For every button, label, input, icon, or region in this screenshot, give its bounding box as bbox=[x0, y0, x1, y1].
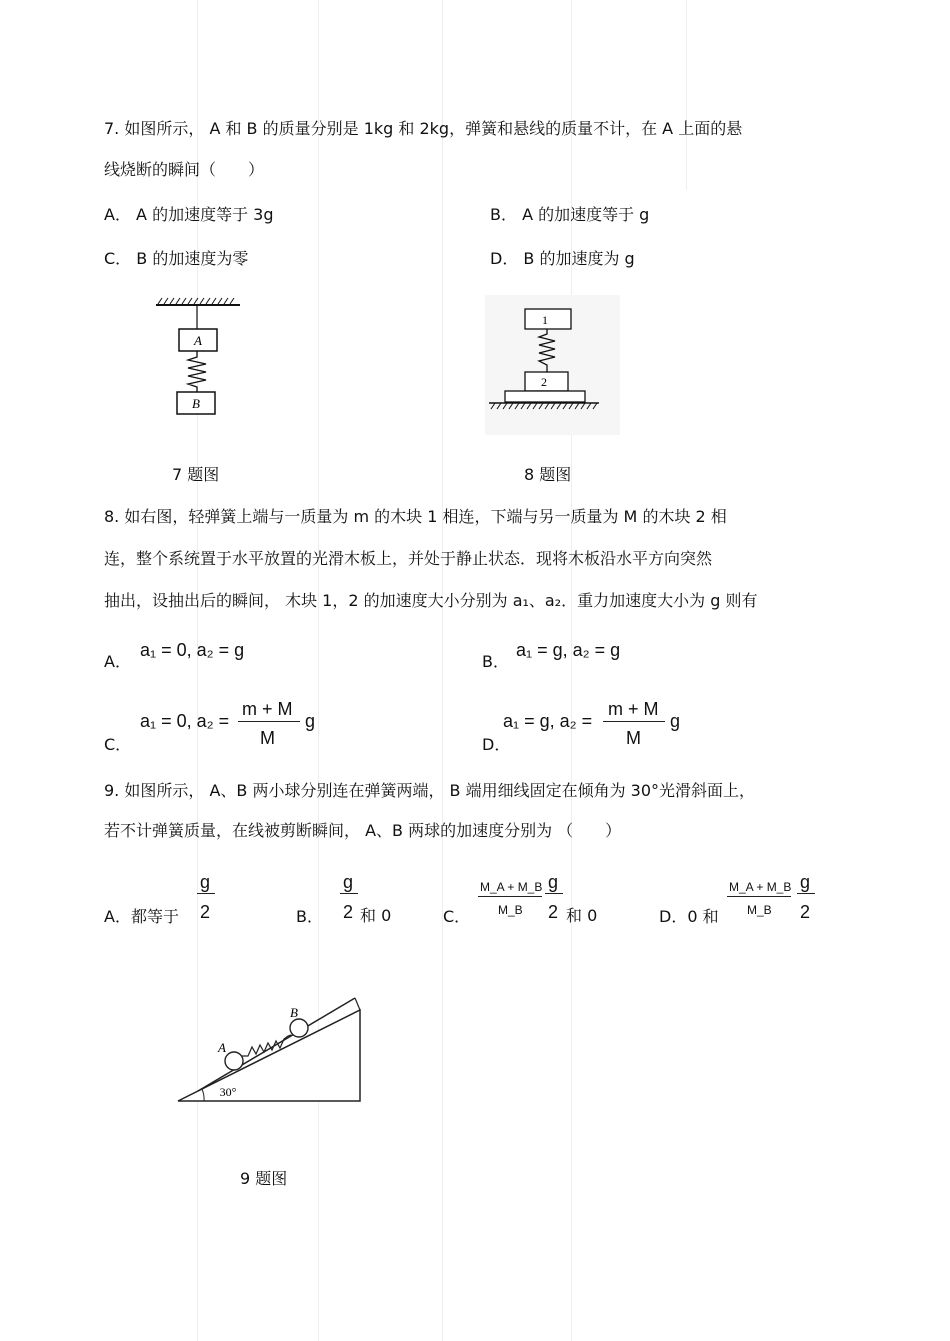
q8-option-d-fraction-bar bbox=[603, 721, 665, 722]
q9-option-b-label: B． bbox=[296, 907, 323, 926]
q9-option-c-label: C． bbox=[443, 907, 471, 926]
q8-option-a-formula: a₁ = 0, a₂ = g bbox=[140, 640, 245, 660]
q9-option-d-g-numerator: g bbox=[800, 872, 811, 892]
q7-option-a: A． A 的加速度等于 3g bbox=[104, 205, 274, 224]
q9-option-b-tail: 和 0 bbox=[360, 906, 392, 925]
q8-option-d-denominator: M bbox=[626, 728, 641, 748]
q8-option-a-label: A． bbox=[104, 652, 131, 671]
q8-option-c-g: g bbox=[305, 711, 316, 731]
scan-line bbox=[686, 0, 687, 190]
q8-option-c-label: C． bbox=[104, 735, 132, 754]
q8-option-b-formula: a₁ = g, a₂ = g bbox=[516, 640, 621, 660]
scan-line bbox=[442, 0, 443, 1341]
q9-option-c-g-fraction-bar bbox=[545, 893, 563, 894]
q8-option-b-label: B． bbox=[482, 652, 509, 671]
q7-stem-line1: 7. 如图所示， A 和 B 的质量分别是 1kg 和 2kg，弹簧和悬线的质量不计，在 A 上面的悬 bbox=[104, 119, 743, 138]
scan-line bbox=[197, 0, 198, 1341]
q7-option-c: C． B 的加速度为零 bbox=[104, 249, 249, 268]
q8-stem-line2: 连，整个系统置于水平放置的光滑木板上，并处于静止状态．现将木板沿水平方向突然 bbox=[104, 549, 713, 568]
q9-option-d-g-fraction-bar bbox=[797, 893, 815, 894]
q8-option-d-numerator: m + M bbox=[608, 699, 659, 719]
q9-stem-line2: 若不计弹簧质量，在线被剪断瞬间， A、B 两球的加速度分别为 （ ） bbox=[104, 821, 622, 840]
q9-option-d-mass-numerator: M_A + M_B bbox=[729, 880, 792, 894]
q9-option-a-label: A．都等于 bbox=[104, 907, 179, 926]
q8-figure bbox=[485, 295, 620, 435]
q9-ball-a-label: A bbox=[218, 1040, 226, 1055]
q8-block-2-label: 2 bbox=[541, 375, 547, 389]
q9-option-c-g-numerator: g bbox=[548, 872, 559, 892]
q9-option-b-numerator: g bbox=[343, 872, 354, 892]
q8-option-c-denominator: M bbox=[260, 728, 275, 748]
scan-line bbox=[571, 0, 572, 1341]
q9-option-a-denominator: 2 bbox=[200, 902, 211, 922]
q8-option-c-lhs: a₁ = 0, a₂ = bbox=[140, 711, 230, 731]
q8-option-c-fraction-bar bbox=[238, 721, 300, 722]
q9-option-d-g-denominator: 2 bbox=[800, 902, 811, 922]
q9-option-d-label: D．0 和 bbox=[659, 907, 719, 926]
q7-block-b-label: B bbox=[192, 396, 200, 411]
q8-stem-line3: 抽出，设抽出后的瞬间， 木块 1，2 的加速度大小分别为 a₁、a₂．重力加速度大小为 g 则有 bbox=[104, 591, 758, 610]
q9-option-d-mass-denominator: M_B bbox=[747, 903, 772, 917]
q8-option-d-g: g bbox=[670, 711, 681, 731]
q8-option-d-lhs: a₁ = g, a₂ = bbox=[503, 711, 593, 731]
q7-figure bbox=[150, 295, 250, 425]
q8-option-c-numerator: m + M bbox=[242, 699, 293, 719]
q8-stem-line1: 8. 如右图，轻弹簧上端与一质量为 m 的木块 1 相连，下端与另一质量为 M 的木块 2 相 bbox=[104, 507, 727, 526]
q7-option-b: B． A 的加速度等于 g bbox=[490, 205, 650, 224]
q7-block-a-label: A bbox=[194, 333, 202, 348]
q9-option-c-tail: 和 0 bbox=[566, 906, 598, 925]
q7-figure-caption: 7 题图 bbox=[172, 465, 220, 484]
q8-block-1-label: 1 bbox=[542, 313, 548, 327]
q9-option-d-mass-fraction-bar bbox=[727, 896, 791, 897]
q8-option-d-label: D． bbox=[482, 735, 511, 754]
q9-option-a-fraction-bar bbox=[197, 893, 215, 894]
q9-angle-label: 30° bbox=[219, 1085, 237, 1099]
q7-option-d: D． B 的加速度为 g bbox=[490, 249, 635, 268]
q8-figure-caption: 8 题图 bbox=[524, 465, 572, 484]
q9-option-b-fraction-bar bbox=[340, 893, 358, 894]
q9-option-c-mass-numerator: M_A + M_B bbox=[480, 880, 543, 894]
q9-option-c-mass-denominator: M_B bbox=[498, 903, 523, 917]
scan-line bbox=[318, 0, 319, 1341]
q9-stem-line1: 9. 如图所示， A、B 两小球分别连在弹簧两端， B 端用细线固定在倾角为 30°光滑斜面上， bbox=[104, 781, 756, 800]
q9-figure bbox=[170, 990, 370, 1110]
q9-option-c-mass-fraction-bar bbox=[478, 896, 542, 897]
q9-option-c-g-denominator: 2 bbox=[548, 902, 559, 922]
q9-option-a-numerator: g bbox=[200, 872, 211, 892]
q9-figure-caption: 9 题图 bbox=[240, 1169, 288, 1188]
q9-ball-b-label: B bbox=[290, 1005, 298, 1020]
q9-option-b-denominator: 2 bbox=[343, 902, 354, 922]
q7-stem-line2: 线烧断的瞬间（ ） bbox=[104, 160, 265, 179]
